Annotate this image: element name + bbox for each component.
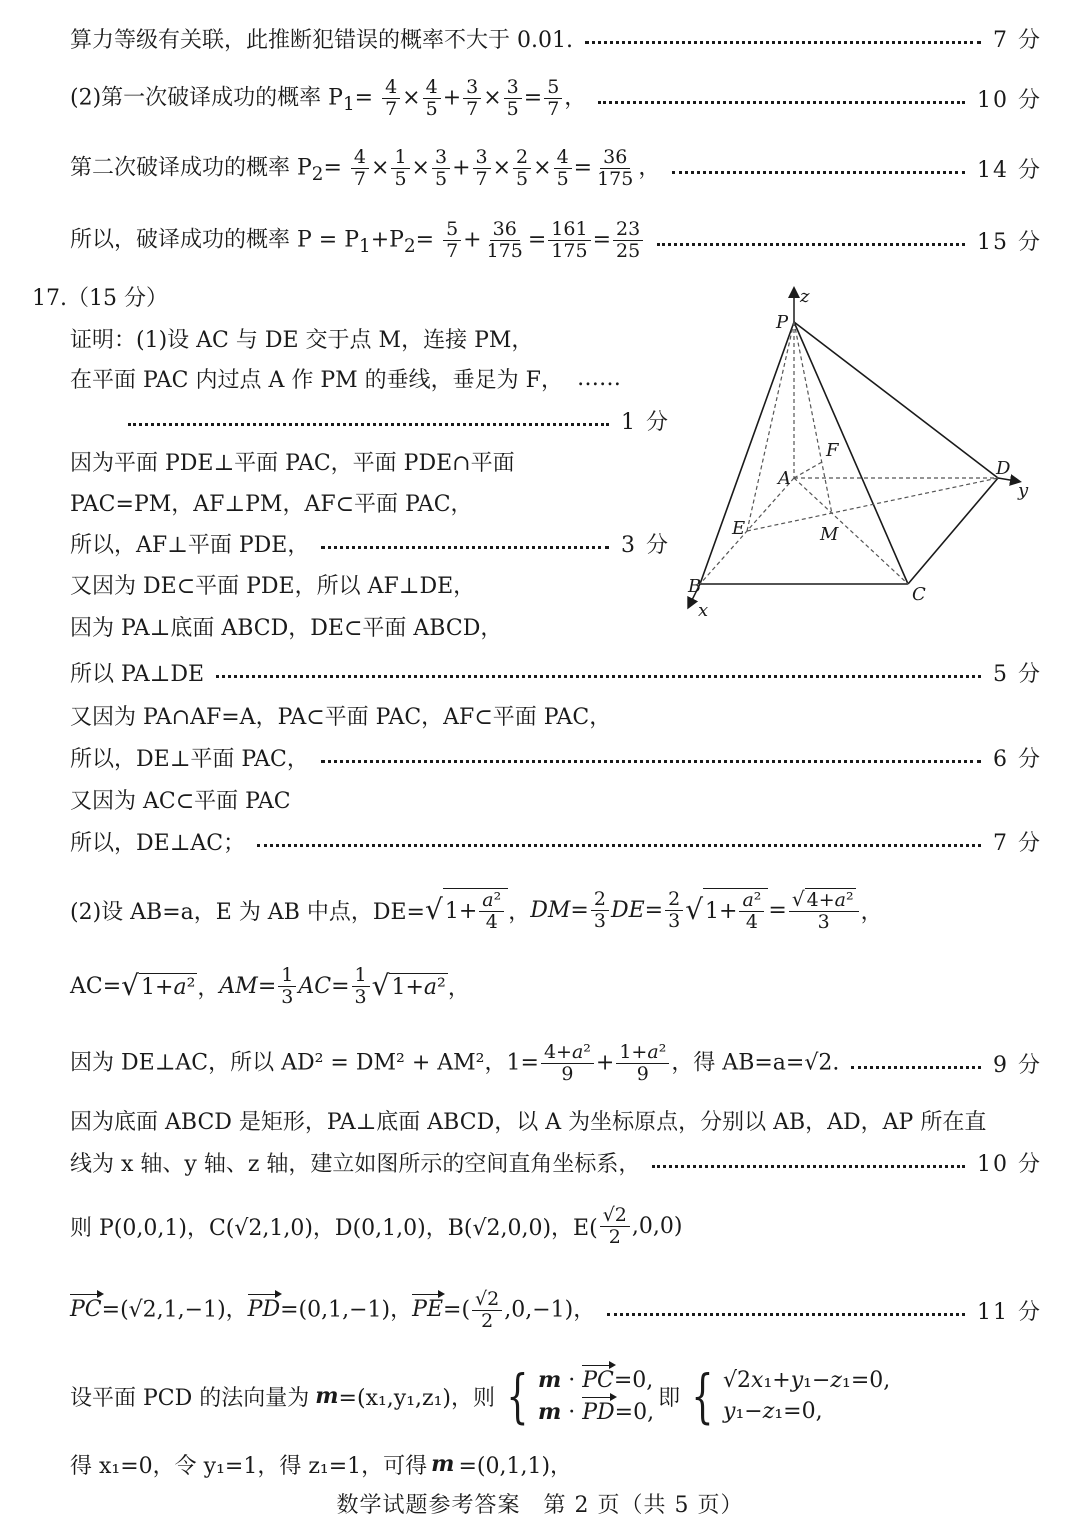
label-E: E <box>732 518 746 539</box>
dot-leader <box>607 1313 965 1316</box>
score-label: 10 分 <box>977 87 1042 113</box>
proof-line-7: 又因为 DE⊂平面 PDE，所以 AF⊥DE， <box>70 573 476 599</box>
part2-line-7 <box>70 1284 1042 1336</box>
vector-m: m <box>431 1451 455 1477</box>
part2-line-3 <box>70 1038 1042 1088</box>
edge-AC <box>794 478 908 584</box>
text-segment: 因为 DE⊥AC，所以 AD² = DM² + AM²，1= <box>70 1050 539 1075</box>
answer-line-4 <box>70 216 1042 264</box>
proof-line-11 <box>70 737 1042 777</box>
text-segment: (2)第一次破译成功的概率 P <box>70 85 343 110</box>
dot-leader <box>321 546 609 549</box>
dot-leader <box>216 675 981 678</box>
proof-line-1: 证明：(1)设 AC 与 DE 交于点 M，连接 PM， <box>70 327 534 353</box>
answer-line-1 <box>70 18 1042 58</box>
label-B: B <box>688 576 702 597</box>
label-A: A <box>778 468 791 489</box>
text-segment: ，得 AB=a=√2. <box>671 1050 840 1075</box>
answer-line-3 <box>70 144 1042 192</box>
text-segment: =(x₁,y₁,z₁)，则 <box>338 1385 496 1411</box>
line-text: 所以，DE⊥平面 PAC， <box>70 746 309 772</box>
text-segment: ,0,0) <box>631 1213 683 1239</box>
line-text: 线为 x 轴、y 轴、z 轴，建立如图所示的空间直角坐标系， <box>70 1151 641 1177</box>
proof-line-2 <box>70 358 621 398</box>
text-segment: 即 <box>658 1385 681 1411</box>
answer-line-2 <box>70 74 1042 122</box>
score-label: 5 分 <box>993 661 1042 687</box>
part2-line-2: AC= √ 1+ a ² ， AM = $\frac{1}{3}$ AC = $\frac{1}{3}$ √ 1+ a ² ， <box>70 963 470 1008</box>
text-segment: 设平面 PCD 的法向量为 <box>70 1385 310 1411</box>
dot-leader <box>672 171 965 174</box>
vector-m: m <box>315 1383 339 1409</box>
equation-system-1: { m · PC=0, m · PD=0, <box>506 1362 655 1430</box>
line-text: 算力等级有关联，此推断犯错误的概率不大于 0.01. <box>70 27 573 53</box>
segment-AF <box>794 462 822 478</box>
label-F: F <box>826 440 839 461</box>
dot-leader <box>851 1066 981 1069</box>
text-segment: 得 x₁=0，令 y₁=1，得 z₁=1，可得 <box>70 1453 428 1479</box>
dot-leader <box>652 1165 965 1168</box>
line-text: 所以，AF⊥平面 PDE， <box>70 532 310 558</box>
label-M: M <box>820 524 839 545</box>
proof-line-5: PAC=PM，AF⊥PM，AF⊂平面 PAC， <box>70 491 473 517</box>
line-text: 所以，破译成功的概率 $P = P_1+P_2=$ $\frac{5}{7}$ + $\frac{36}{175}$ = $\frac{161}{175}$ = $\frac{23}{25}$ <box>70 219 645 262</box>
proof-line-4: 因为平面 PDE⊥平面 PAC，平面 PDE∩平面 <box>70 450 515 476</box>
proof-line-9 <box>70 652 1042 692</box>
segment-PE <box>747 322 794 531</box>
label-z: z <box>800 286 810 307</box>
score-label: 15 分 <box>977 229 1042 255</box>
proof-line-3 <box>128 400 670 440</box>
line-text: 所以 PA⊥DE <box>70 661 205 687</box>
pyramid-figure <box>680 282 1040 622</box>
score-label: 7 分 <box>993 27 1042 53</box>
proof-line-13 <box>70 821 1042 861</box>
text-segment: 所以，破译成功的概率 P = P <box>70 227 360 252</box>
text-segment: =(0,1,1)， <box>458 1453 573 1479</box>
edge-PD <box>794 322 998 478</box>
score-label: 10 分 <box>977 1151 1042 1177</box>
part2-line-4: 因为底面 ABCD 是矩形，PA⊥底面 ABCD，以 A 为坐标原点，分别以 AB，AD，AP 所在直 <box>70 1109 987 1135</box>
segment-PM <box>794 322 832 514</box>
score-label: 11 分 <box>977 1299 1042 1325</box>
dot-leader <box>585 41 981 44</box>
label-P: P <box>776 312 789 333</box>
proof-line-10: 又因为 PA∩AF=A，PA⊂平面 PAC，AF⊂平面 PAC， <box>70 704 612 730</box>
text-segment: (2)设 AB=a，E 为 AB 中点，DE= <box>70 899 425 925</box>
label-y: y <box>1018 480 1029 501</box>
dot-leader <box>321 760 981 763</box>
score-label: 1 分 <box>621 409 670 435</box>
page-footer: 数学试题参考答案 第 2 页（共 5 页） <box>336 1493 744 1518</box>
part2-line-8 <box>70 1360 894 1432</box>
score-label: 6 分 <box>993 746 1042 772</box>
label-D: D <box>996 458 1011 479</box>
text-segment: 则 P(0,0,1)，C(√2,1,0)，D(0,1,0)，B(√2,0,0)，E( <box>70 1215 598 1241</box>
dot-leader <box>657 243 965 246</box>
line-text: 所以，DE⊥AC； <box>70 830 246 856</box>
score-label: 7 分 <box>993 830 1042 856</box>
proof-line-8: 因为 PA⊥底面 ABCD，DE⊂平面 ABCD， <box>70 615 503 641</box>
part2-line-6: 则 P(0,0,1)，C(√2,1,0)，D(0,1,0)，B(√2,0,0)，E( $\frac{√2}{2}$ ,0,0) <box>70 1203 683 1248</box>
line-text: PC=(√2,1,−1)，PD=(0,1,−1)，PE=( $\frac{√2}{2}$ ,0,−1)， <box>70 1287 596 1332</box>
score-label: 14 分 <box>977 157 1042 183</box>
dot-leader <box>257 844 981 847</box>
dot-leader <box>598 101 965 104</box>
score-label: 3 分 <box>621 532 670 558</box>
text-segment: AC= <box>70 973 122 999</box>
text-segment: 第二次破译成功的概率 P <box>70 155 312 180</box>
line-text: 因为 DE⊥AC，所以 AD² = DM² + AM²，1= $\frac{\text{4+a²}}{9}$ + $\frac{\text{1+a²}}{9}$ ，得 AB=a=√2. <box>70 1040 840 1085</box>
subscript: 1 <box>342 93 355 115</box>
label-x: x <box>698 600 709 621</box>
score-label: 9 分 <box>993 1052 1042 1078</box>
text-segment: 在平面 PAC 内过点 A 作 PM 的垂线，垂足为 F， <box>70 367 563 393</box>
line-text: 第二次破译成功的概率 $P_2=$ $\frac{4}{7}$ × $\frac{1}{5}$ × $\frac{3}{5}$ + $\frac{3}{7}$ × $\frac{2}{5}$ × $\frac{4}{5}$ = $\frac{36}{175}$ ， <box>70 145 661 190</box>
dot-leader: …… <box>576 365 621 391</box>
question-17-heading: 17.（15 分） <box>32 285 168 311</box>
edge-PC <box>794 322 908 584</box>
subscript: 2 <box>311 163 324 185</box>
part2-line-5 <box>70 1142 1042 1182</box>
dot-leader <box>128 423 609 426</box>
part2-line-1: (2)设 AB=a，E 为 AB 中点，DE= √ 1+ $\frac{\text{a²}}{4}$ ， DM = $\frac{2}{3}$ DE = $\frac{2}{3}$ √ 1+ $\frac{\text{a²}}{4}$ = √ 4+ a ² 3 ， <box>70 887 883 933</box>
equation-system-2: { √2x₁+y₁−z₁=0, y₁−z₁=0, <box>691 1362 891 1430</box>
label-C: C <box>912 584 926 605</box>
proof-line-12: 又因为 AC⊂平面 PAC <box>70 788 291 814</box>
line-text: (2)第一次破译成功的概率 $P_1=$ $\frac{4}{7}$ × $\frac{4}{5}$ + $\frac{3}{7}$ × $\frac{3}{5}$ = $\frac{5}{7}$ ， <box>70 75 587 120</box>
edge-PB <box>700 322 794 584</box>
part2-line-9 <box>70 1444 572 1484</box>
proof-line-6 <box>70 523 670 563</box>
